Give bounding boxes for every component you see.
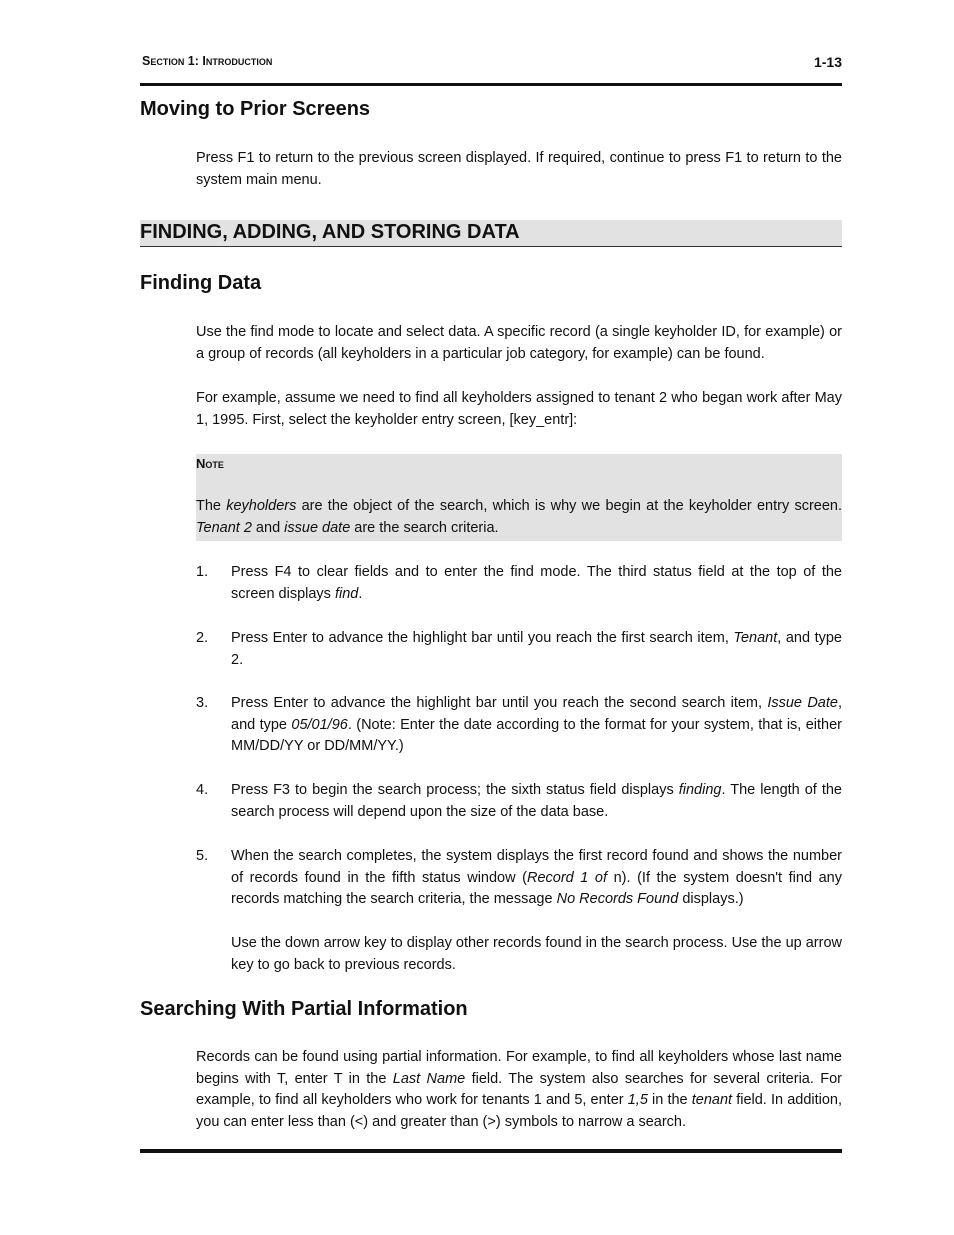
finding-paragraph-1: Use the find mode to locate and select data. A specific record (a single keyholder ID, for example) or a group of records (all keyholders in a particular job category, for example) can be found.	[196, 324, 842, 362]
step-text: Press Enter to advance the highlight bar until you reach the first search item, Tenant, and type 2.	[231, 630, 842, 668]
step-number: 2.	[196, 630, 209, 646]
note-text: The keyholders are the object of the search, which is why we begin at the keyholder entry screen. Tenant 2 and issue date are the search criteria.	[196, 498, 843, 536]
partial-paragraph: Records can be found using partial information. For example, to find all keyholders whose last name begins with T, enter T in the Last Name field. The system also searches for several criteria. For example, to find all keyholders who work for tenants 1 and 5, enter 1,5 in the tenant field. In addition, you can enter less than (<) and greater than (>) symbols to narrow a search.	[196, 1049, 843, 1130]
header-rule	[140, 83, 842, 86]
heading-finding-data: Finding Data	[140, 272, 262, 294]
step-text: Press F3 to begin the search process; the sixth status field displays finding. The length of the search process will depend upon the size of the data base.	[231, 782, 842, 820]
heading-finding-adding-storing: FINDING, ADDING, AND STORING DATA	[140, 221, 520, 243]
page-number: 1-13	[813, 54, 842, 70]
step-text: Press Enter to advance the highlight bar until you reach the second search item, Issue Date, and type 05/01/96. (Note: Enter the date according to the format for your system, that is, either MM/DD/YY or DD/MM/YY.)	[231, 695, 842, 754]
step-number: 4.	[196, 782, 209, 798]
step-text: When the search completes, the system displays the first record found and shows the number of records found in the fifth status window (Record 1 of n). (If the system doesn't find any records matching the search criteria, the message No Records Found displays.)	[231, 848, 842, 907]
note-title: Note	[196, 456, 224, 471]
step-number: 1.	[196, 564, 209, 580]
step-item	[196, 846, 842, 911]
moving-paragraph: Press F1 to return to the previous screen displayed. If required, continue to press F1 to return to the system main menu.	[196, 150, 842, 188]
running-header	[140, 52, 842, 72]
step-5-followup: Use the down arrow key to display other records found in the search process. Use the up arrow key to go back to previous records.	[231, 935, 842, 973]
step-number: 5.	[196, 848, 209, 864]
section-heading-band	[140, 220, 842, 247]
step-text: Press F4 to clear fields and to enter the find mode. The third status field at the top of the screen displays find.	[231, 564, 842, 602]
heading-moving-to-prior-screens: Moving to Prior Screens	[140, 98, 371, 120]
step-item	[196, 562, 842, 605]
step-item	[196, 693, 842, 758]
step-item	[196, 628, 842, 671]
step-number: 3.	[196, 695, 209, 711]
step-item	[196, 780, 842, 823]
heading-searching-partial: Searching With Partial Information	[140, 998, 468, 1020]
footer-rule	[140, 1149, 842, 1153]
note-box	[196, 454, 842, 541]
section-title: Section 1: Introduction	[142, 54, 273, 68]
finding-paragraph-2: For example, assume we need to find all keyholders assigned to tenant 2 who began work after May 1, 1995. First, select the keyholder entry screen, [key_entr]:	[196, 390, 842, 428]
